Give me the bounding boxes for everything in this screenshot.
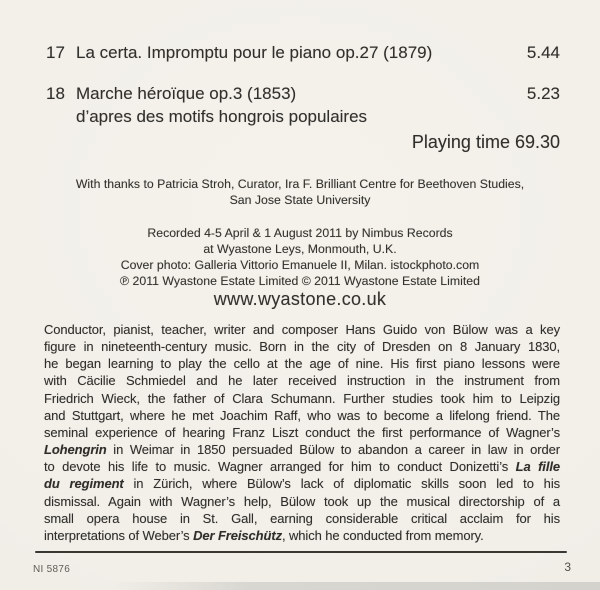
track-title-line-2: d’apres des motifs hongrois populaires	[76, 107, 368, 126]
bio-line	[44, 441, 560, 458]
bio-text: figure in nineteenth-century music. Born in the city of Dresden on 8 January 1830,	[44, 339, 560, 355]
recording-location: at Wyastone Leys, Monmouth, U.K.	[203, 242, 397, 256]
work-title-emphasis: Lohengrin	[44, 442, 107, 458]
bio-text: with Cäcilie Schmiedel and he later received instruction in the instrument from	[44, 373, 560, 389]
bio-text: seminal experience of hearing Franz Liszt conduct the first performance of Wagner’s	[44, 424, 560, 440]
bio-text: in Weimar in 1850 persuaded Bülow to abandon a career in law in order	[106, 442, 560, 458]
bio-text: , which he conducted from memory.	[281, 527, 484, 543]
credits-block	[0, 176, 600, 309]
track-title: La certa. Impromptu pour le piano op.27 (1879)	[76, 43, 433, 62]
work-title-emphasis: La fille	[515, 459, 560, 475]
footer-divider	[35, 551, 567, 553]
track-row-17	[46, 41, 560, 64]
bio-line	[44, 424, 560, 441]
bio-line	[44, 407, 560, 424]
playing-time-total: Playing time 69.30	[411, 132, 560, 152]
bio-line	[44, 475, 560, 492]
bio-text: in Zürich, where Bülow’s lack of diplomatic skills soon led to his	[123, 476, 561, 492]
bio-line	[44, 510, 560, 527]
bio-line	[44, 321, 560, 338]
bio-text: Conductor, pianist, teacher, writer and composer Hans Guido von Bülow was a key	[44, 322, 560, 337]
work-title-emphasis: du regiment	[44, 476, 124, 492]
track-duration: 5.23	[526, 84, 560, 103]
track-number: 18	[46, 84, 65, 103]
bio-line	[44, 355, 560, 372]
bio-line	[44, 372, 560, 389]
catalog-number: NI 5876	[33, 564, 71, 575]
thanks-line-1: With thanks to Patricia Stroh, Curator, Ira F. Brilliant Centre for Beethoven Studies,	[75, 177, 525, 191]
recording-info: Recorded 4-5 April & 1 August 2011 by Nimbus Records	[147, 226, 453, 240]
bio-text: Friedrich Wieck, the father of Clara Schumann. Further studies took him to Leipzig	[44, 390, 560, 406]
bio-text: and Stuttgart, where he met Joachim Raff, who was to become a lifelong friend. The	[44, 407, 560, 423]
bio-line	[44, 493, 560, 510]
bio-text: interpretations of Weber’s	[44, 527, 194, 543]
copyright-line: ℗ 2011 Wyastone Estate Limited © 2011 Wyastone Estate Limited	[120, 274, 480, 288]
credits-gap	[0, 208, 600, 225]
cover-photo-credit: Cover photo: Galleria Vittorio Emanuele II, Milan. istockphoto.com	[120, 258, 480, 272]
bio-line	[44, 527, 560, 544]
bio-text: dismissal. Again with Wagner’s help, Bülow took up the musical directorship of a	[44, 493, 560, 509]
bio-line	[44, 338, 560, 355]
page-number: 3	[564, 560, 571, 574]
bio-text: to devote his life to music. Wagner arranged for him to conduct Donizetti’s	[44, 459, 516, 475]
track-number: 17	[46, 43, 65, 62]
biography-paragraph	[44, 321, 560, 544]
website-url: www.wyastone.co.uk	[213, 289, 387, 309]
bio-line	[44, 390, 560, 407]
track-row-18	[46, 82, 560, 128]
bio-text: small opera house in St. Gall, earning considerable critical acclaim for his	[44, 510, 560, 526]
track-title-line-1: Marche héroïque op.3 (1853)	[76, 84, 297, 103]
scan-edge-shadow	[0, 582, 600, 590]
work-title-emphasis: Der Freischütz	[193, 527, 282, 543]
track-duration: 5.44	[526, 43, 560, 62]
track-list	[46, 41, 560, 128]
bio-line	[44, 458, 560, 475]
bio-text: he began learning to play the cello at the age of nine. His first piano lessons were	[44, 356, 560, 372]
thanks-line-2: San Jose State University	[229, 193, 371, 207]
track-title	[76, 82, 527, 128]
